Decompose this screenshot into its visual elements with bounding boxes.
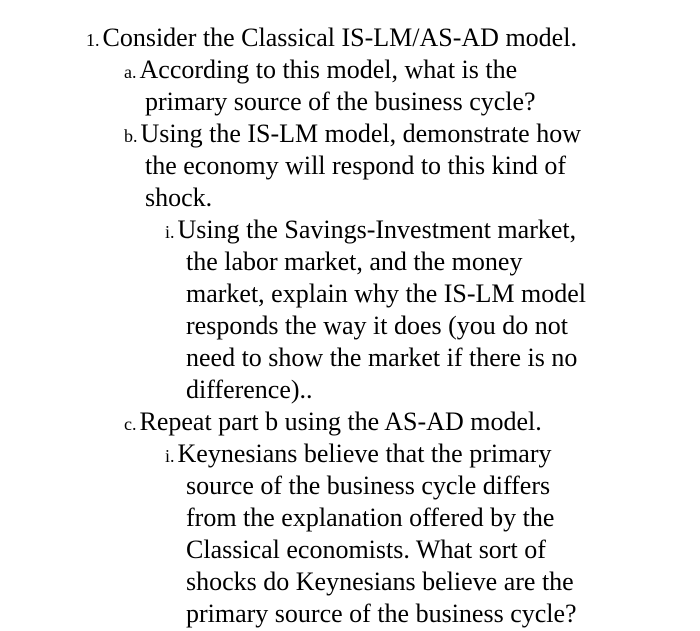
part-b-i-text-3: market, explain why the IS-LM model (186, 279, 587, 308)
part-c-i-text-2: source of the business cycle differs (186, 471, 551, 500)
part-b-marker: b. (124, 126, 138, 146)
part-b-i-line-6 (186, 374, 313, 406)
part-c-i-text-6: primary source of the business cycle? (186, 599, 577, 628)
part-c-i-line-3 (186, 502, 554, 534)
part-a-marker: a. (124, 62, 137, 82)
part-b-i-line-4 (186, 310, 568, 342)
part-c-i-text-1: Keynesians believe that the primary (177, 439, 552, 468)
part-b-text-1: Using the IS-LM model, demonstrate how (140, 119, 581, 148)
part-c-i-line-5 (186, 566, 574, 598)
part-c-i-text-4: Classical economists. What sort of (186, 535, 546, 564)
question-1-line (86, 22, 577, 56)
question-number: 1. (86, 30, 100, 50)
part-b-line-2 (145, 150, 566, 182)
part-b-line-3 (145, 182, 212, 214)
part-c-i-line-6 (186, 598, 577, 630)
part-b-i-text-5: need to show the market if there is no (186, 343, 578, 372)
part-b-i-line-1 (165, 214, 576, 248)
part-b-i-line-5 (186, 342, 577, 374)
part-b-i-line-2 (186, 246, 522, 278)
part-b-i-line-3 (186, 278, 586, 310)
part-b-i-text-4: responds the way it does (you do not (186, 311, 569, 340)
part-a-text-1: According to this model, what is the (139, 55, 518, 84)
part-b-i-text-2: the labor market, and the money (186, 247, 523, 276)
part-c-text-1: Repeat part b using the AS-AD model. (139, 407, 542, 436)
part-b-i-text-1: Using the Savings-Investment market, (177, 215, 577, 244)
part-c-i-line-2 (186, 470, 550, 502)
part-b-line-1 (124, 118, 581, 152)
part-c-i-text-3: from the explanation offered by the (186, 503, 555, 532)
part-c-marker: c. (124, 414, 137, 434)
part-a-line-1 (124, 54, 517, 88)
part-b-text-2: the economy will respond to this kind of (145, 151, 567, 180)
part-c-i-marker: i. (165, 446, 175, 466)
part-c-line-1 (124, 406, 542, 440)
part-c-i-text-5: shocks do Keynesians believe are the (186, 567, 574, 596)
part-c-i-line-1 (165, 438, 552, 472)
part-c-i-line-4 (186, 534, 546, 566)
part-b-i-text-6: difference).. (186, 375, 313, 404)
part-b-text-3: shock. (145, 183, 213, 212)
part-a-text-2: primary source of the business cycle? (145, 87, 536, 116)
question-text: Consider the Classical IS-LM/AS-AD model. (102, 23, 577, 52)
part-b-i-marker: i. (165, 222, 175, 242)
part-a-line-2 (145, 86, 536, 118)
